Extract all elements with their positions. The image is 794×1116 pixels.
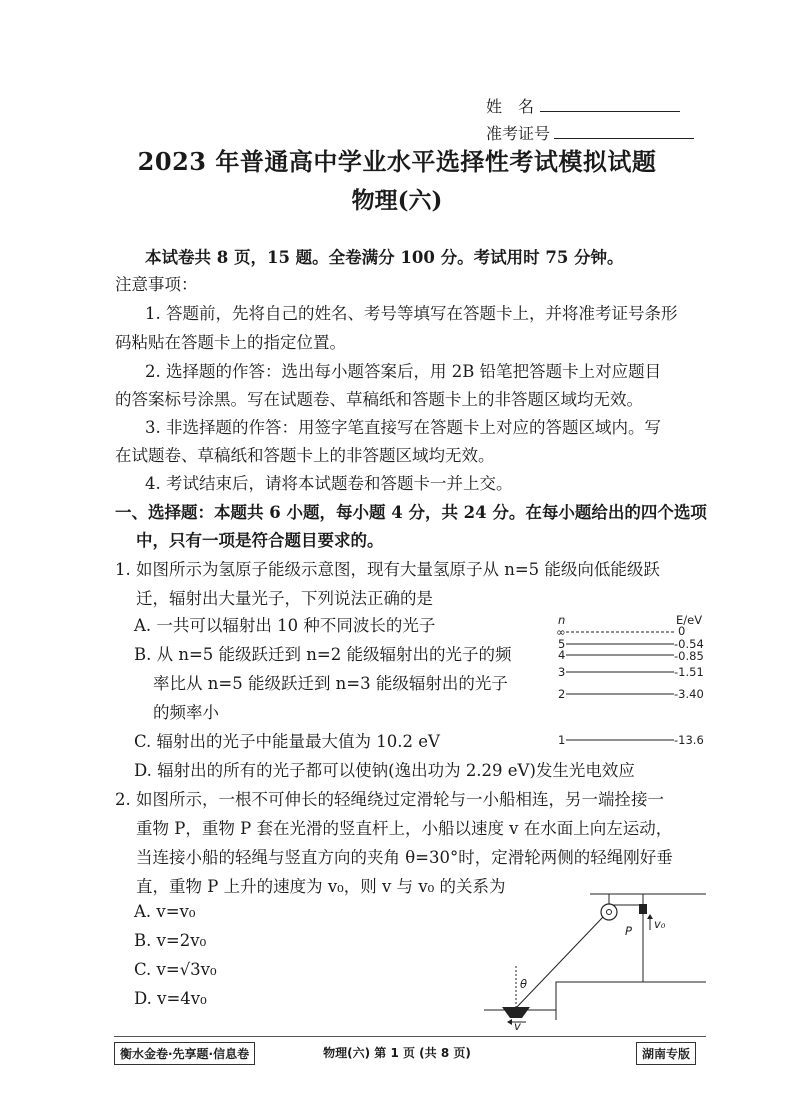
level-e-label: -13.6 <box>674 733 704 747</box>
exam-id-label-text: 准考证号 <box>486 124 551 143</box>
energy-axis-label: E/eV <box>676 613 703 627</box>
q1-stem-cont: 迁，辐射出大量光子，下列说法正确的是 <box>136 589 433 608</box>
section-heading: 一、选择题：本题共 6 小题，每小题 4 分，共 24 分。在每小题给出的四个选项 <box>115 503 707 522</box>
q2-option-c: C. v=√3v₀ <box>134 960 217 979</box>
pulley-boat-diagram <box>480 890 710 1030</box>
boat-icon <box>502 1007 530 1018</box>
energy-level-diagram <box>552 610 722 750</box>
note-line: 的答案标号涂黑。写在试题卷、草稿纸和答题卡上的非答题区域均无效。 <box>115 390 643 409</box>
v-arrow-head <box>507 1019 512 1025</box>
level-e-label: -0.85 <box>674 649 704 663</box>
v0-label: v₀ <box>654 917 666 931</box>
notes-heading: 注意事项： <box>115 275 198 294</box>
note-line: 2. 选择题的作答：选出每小题答案后，用 2B 铅笔把答题卡上对应题目 <box>145 362 662 381</box>
note-line: 在试题卷、草稿纸和答题卡上的非答题区域均无效。 <box>115 446 495 465</box>
rope-to-boat <box>516 917 603 1008</box>
name-label <box>486 94 680 117</box>
q1-option-b-cont: 的频率小 <box>153 703 219 722</box>
q2-option-b: B. v=2v₀ <box>134 931 207 950</box>
note-line: 3. 非选择题的作答：用签字笔直接写在答题卡上对应的答题区域内。写 <box>145 418 661 437</box>
q2-option-a: A. v=v₀ <box>134 902 196 921</box>
level-e-label: -3.40 <box>674 687 704 701</box>
level-e-label: 0 <box>678 624 686 638</box>
weight-p-label: P <box>625 924 632 938</box>
note-line: 码粘贴在答题卡上的指定位置。 <box>115 333 346 352</box>
level-n-label: 2 <box>558 687 566 701</box>
exam-id-field[interactable] <box>554 122 694 139</box>
level-e-label: -0.54 <box>674 637 704 651</box>
q1-option-c: C. 辐射出的光子中能量最大值为 10.2 eV <box>134 732 440 751</box>
footer-brand: 衡水金卷·先享题·信息卷 <box>114 1042 255 1065</box>
name-label-text: 姓 名 <box>486 97 535 116</box>
q1-option-b-cont: 率比从 n=5 能级跃迁到 n=3 能级辐射出的光子 <box>153 674 508 693</box>
shore-step <box>556 982 706 1020</box>
level-e-label: -1.51 <box>674 665 704 679</box>
q1-stem: 1. 如图所示为氢原子能级示意图，现有大量氢原子从 n=5 能级向低能级跃 <box>115 560 660 579</box>
level-n-label: 1 <box>558 733 566 747</box>
q2-stem: 2. 如图所示，一根不可伸长的轻绳绕过定滑轮与一小船相连，另一端拴接一 <box>115 790 664 809</box>
footer-edition: 湖南专版 <box>636 1042 696 1065</box>
exam-id-label <box>486 121 694 144</box>
page-title: 2023 年普通高中学业水平选择性考试模拟试题 <box>137 147 657 176</box>
note-line: 1. 答题前，先将自己的姓名、考号等填写在答题卡上，并将准考证号条形 <box>145 304 678 323</box>
note-line: 4. 考试结束后，请将本试题卷和答题卡一并上交。 <box>145 474 513 493</box>
level-n-label: 3 <box>558 665 566 679</box>
level-n-label: 4 <box>558 648 566 662</box>
q2-option-d: D. v=4v₀ <box>134 989 207 1008</box>
level-n-label: ∞ <box>556 625 566 639</box>
q2-stem-cont: 直，重物 P 上升的速度为 v₀，则 v 与 v₀ 的关系为 <box>136 877 506 896</box>
footer-page-number: 物理(六) 第 1 页 (共 8 页) <box>323 1046 471 1060</box>
n-axis-label: n <box>558 613 566 627</box>
q2-stem-cont: 当连接小船的轻绳与竖直方向的夹角 θ=30°时，定滑轮两侧的轻绳刚好垂 <box>136 848 673 867</box>
q1-option-b: B. 从 n=5 能级跃迁到 n=2 能级辐射出的光子的频 <box>134 645 512 664</box>
pulley-icon <box>601 904 617 920</box>
level-n-label: 5 <box>558 637 566 651</box>
pulley-axle <box>607 910 612 915</box>
q2-stem-cont: 重物 P，重物 P 套在光滑的竖直杆上，小船以速度 v 在水面上向左运动， <box>136 819 673 838</box>
v0-arrow-head <box>647 914 653 919</box>
q1-option-d: D. 辐射出的所有的光子都可以使钠(逸出功为 2.29 eV)发生光电效应 <box>134 761 635 780</box>
section-heading-cont: 中，只有一项是符合题目要求的。 <box>136 531 384 550</box>
footer-rule <box>114 1036 706 1037</box>
name-field[interactable] <box>540 95 680 112</box>
weight-p-block <box>639 904 647 914</box>
v-label: v <box>514 1019 521 1030</box>
page-subtitle: 物理(六) <box>351 187 443 214</box>
theta-label: θ <box>520 977 528 991</box>
q1-option-a: A. 一共可以辐射出 10 种不同波长的光子 <box>134 616 436 635</box>
intro-text: 本试卷共 8 页，15 题。全卷满分 100 分。考试用时 75 分钟。 <box>145 248 624 267</box>
